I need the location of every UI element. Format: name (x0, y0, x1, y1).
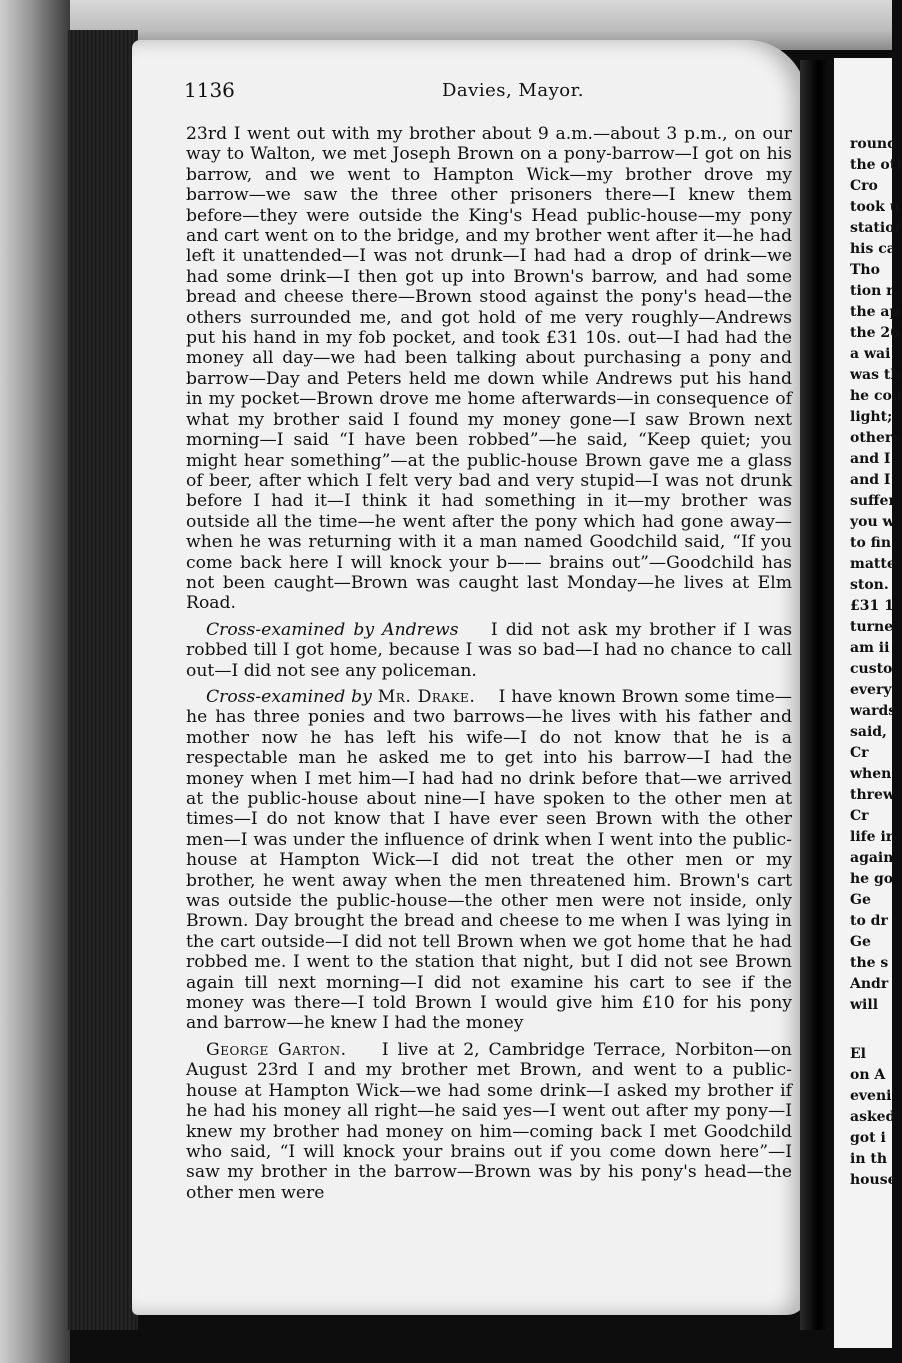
paragraph-text: I did not ask my brother if I was robbed till I got home, because I was so bad—I had no chance to call out—I did not see any policeman. (186, 619, 793, 681)
paragraph-lead: Cross-examined by Andrews (206, 619, 459, 640)
page-body (186, 124, 792, 1203)
right-page-line: Cro (850, 178, 878, 194)
page-number: 1136 (184, 78, 235, 102)
speaker-name: George Garton. (206, 1039, 347, 1060)
right-page-line: the s (850, 955, 889, 971)
right-page-line: to fin (850, 535, 892, 551)
book-gutter (800, 60, 830, 1330)
right-page-line: was th (850, 367, 901, 383)
right-page-line: a wai (850, 346, 891, 362)
right-page-line: tion r (850, 283, 894, 299)
right-page-line: am ii (850, 640, 890, 656)
right-page-line: suffer (850, 493, 896, 509)
right-page-line: the ap (850, 304, 900, 320)
right-page-line: custo (850, 661, 893, 677)
right-page-line: turne (850, 619, 894, 635)
right-page-line: took u (850, 199, 900, 215)
right-page-line: Ge (850, 934, 871, 950)
paragraph-1 (186, 124, 792, 614)
right-page-line: £31 1 (850, 598, 894, 614)
paragraph-text: I live at 2, Cambridge Terrace, Norbiton—on August 23rd I and my brother met Brown, and went to a public-house at Hampton Wick—we had some drink—I asked my brother if he had his money all right—he said yes—I went out after my pony—I knew my brother had money on him—coming back I met Goodchild who said, “I will knock your brains out if you come down here”—I saw my brother in the barrow—Brown was by his pony's head—the other men were (186, 1039, 793, 1203)
right-page-line: Andr (850, 976, 889, 992)
right-page-line: when (850, 766, 892, 782)
right-page-line: on A (850, 1067, 886, 1083)
right-page-line: the 26 (850, 325, 900, 341)
right-page-line: light; (850, 409, 893, 425)
right-page-line: Tho (850, 262, 880, 278)
paragraph-4 (186, 1040, 792, 1203)
right-page-line: and I (850, 472, 891, 488)
paragraph-lead: Cross-examined by (206, 686, 372, 707)
right-page-line: Cr (850, 808, 869, 824)
right-page-line: wards (850, 703, 897, 719)
right-page-line: eveni (850, 1088, 892, 1104)
book-page-edges (68, 30, 138, 1330)
right-page-line: round (850, 136, 897, 152)
paragraph-2 (186, 620, 792, 681)
right-page-line: matte (850, 556, 896, 572)
right-page-line: you w (850, 514, 895, 530)
paragraph-text: I have known Brown some time—he has three ponies and two barrows—he lives with his father and mother now he has left his wife—I do not know that he is a respectable man he asked me to get into his barrow—I had the money when I met him—I had had no drink before that—we arrived at the public-house about nine—I have spoken to the other men at times—I do not know that I have ever seen Brown with the other men—I was under the influence of drink when I went into the public-house at Hampton Wick—I did not treat the other men or my brother, he went away when the men threatened him. Brown's cart was outside the public-house—the other men were not inside, only Brown. Day brought the bread and cheese to me when I was lying in the cart outside—I did not tell Brown when we got home that he had robbed me. I went to the station that night, but I did not see Brown again till next morning—I did not examine his cart to see if the money was there—I told Brown I would give him £10 for his pony and barrow—he knew I had the money (186, 686, 792, 1034)
right-page-fragment (834, 58, 902, 1348)
right-page-line: El (850, 1046, 866, 1062)
right-page-line: in th (850, 1151, 888, 1167)
right-page-line: the otl (850, 157, 902, 173)
right-page-line: said, (850, 724, 887, 740)
right-page-line: and I (850, 451, 891, 467)
scan-left-margin (0, 0, 70, 1363)
paragraph-3 (186, 687, 792, 1034)
right-page-line: life ir (850, 829, 894, 845)
running-head (184, 78, 794, 106)
right-page-line: others (850, 430, 901, 446)
speaker-name: Mr. Drake. (377, 686, 476, 707)
page-title: Davies, Mayor. (442, 80, 584, 101)
right-page-line: got i (850, 1130, 886, 1146)
right-page-line: will (850, 997, 879, 1013)
right-page-line: Cr (850, 745, 869, 761)
right-page-line: statior (850, 220, 902, 236)
paragraph-text: 23rd I went out with my brother about 9 a.m.—about 3 p.m., on our way to Walton, we met Joseph Brown on a pony-barrow—I got on his barrow, and we went to Hampton Wick—my brother drove my barrow—we saw the three other prisoners there—I knew them before—they were outside the King's Head public-house—my pony and cart went on to the bridge, and my brother went after it—he had left it unattended—I was not drunk—I had had a drop of drink—we had some drink—I then got up into Brown's barrow, and had some bread and cheese there—Brown stood against the pony's head—the others surrounded me, and got hold of me very roughly—Andrews put his hand in my fob pocket, and took £31 10s. out—I had had the money all day—we had been talking about purchasing a pony and barrow—Day and Peters held me down while Andrews put his hand in my pocket—Brown drove me home afterwards—in consequence of what my brother said I found my money gone—I saw Brown next morning—I said “I have been robbed”—he said, “Keep quiet; you might hear something”—at the public-house Brown gave me a glass of beer, after which I felt very bad and very stupid—I was not drunk before I had it—I think it had something in it—my brother was outside all the time—he went after the pony which had gone away—when he was returning with it a man named Goodchild said, “If you come back here I will knock your b—— brains out”—Goodchild has not been caught—Brown was caught last Monday—he lives at Elm Road. (186, 124, 792, 614)
right-page-line: ston. (850, 577, 889, 593)
right-page-line: every (850, 682, 892, 698)
right-page-line: Ge (850, 892, 871, 908)
right-page-line: house (850, 1172, 897, 1188)
right-page-line: he go (850, 871, 894, 887)
right-page-line: again (850, 850, 894, 866)
right-page-line: he cou (850, 388, 902, 404)
right-page-line: to dr (850, 913, 888, 929)
right-page-line: his ca (850, 241, 896, 257)
right-page-line: threw (850, 787, 895, 803)
right-page-line: asked (850, 1109, 896, 1125)
